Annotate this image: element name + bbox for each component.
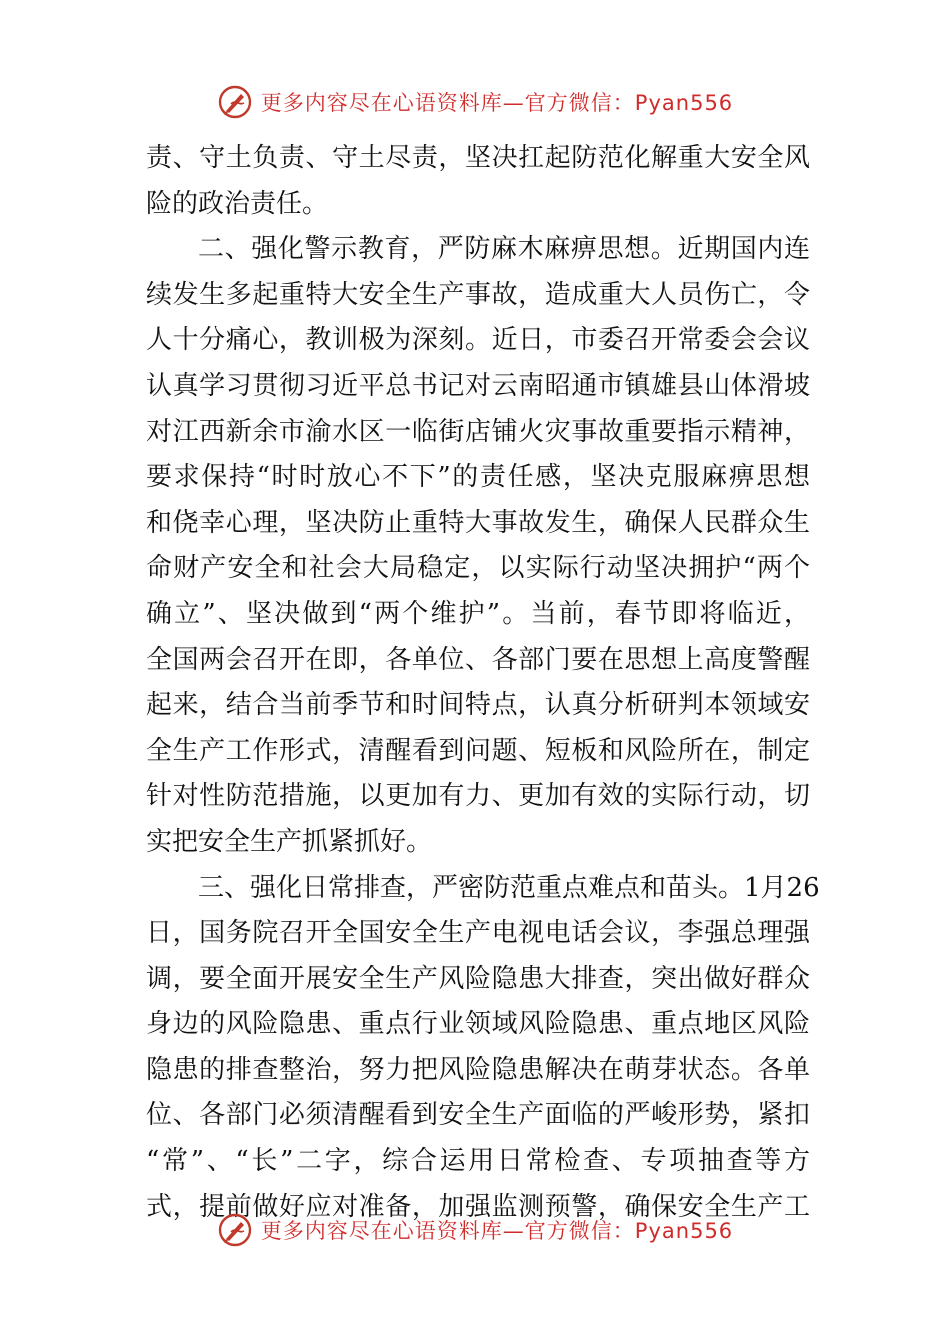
section-heading-line: 二、强化警示教育，严防麻木麻痹思想。近期国内连	[198, 234, 810, 265]
text-line: 和侥幸心理，坚决防止重特大事故发生，确保人民群众生	[146, 507, 810, 538]
text-line: 续发生多起重特大安全生产事故，造成重大人员伤亡，令	[146, 279, 810, 310]
text-line: 认真学习贯彻习近平总书记对云南昭通市镇雄县山体滑坡	[146, 370, 810, 401]
text-line: 起来，结合当前季节和时间特点，认真分析研判本领域安	[146, 690, 810, 721]
section-heading-line: 三、强化日常排查，严密防范重点难点和苗头。1月26	[198, 872, 820, 903]
text-line: 全国两会召开在即，各单位、各部门要在思想上高度警醒	[146, 644, 810, 675]
text-line: “常”、“长”二字，综合运用日常检查、专项抽查等方	[146, 1146, 810, 1177]
text-line: 针对性防范措施，以更加有力、更加有效的实际行动，切	[146, 781, 810, 812]
text-line: 调，要全面开展安全生产风险隐患大排查，突出做好群众	[146, 963, 810, 994]
pen-logo-icon	[217, 1212, 253, 1248]
text-line: 险的政治责任。	[146, 188, 329, 219]
text-line: 隐患的排查整治，努力把风险隐患解决在萌芽状态。各单	[146, 1054, 810, 1085]
text-line: 全生产工作形式，清醒看到问题、短板和风险所在，制定	[146, 735, 810, 766]
footer-banner	[0, 1208, 950, 1252]
text-line: 责、守土负责、守土尽责，坚决扛起防范化解重大安全风	[146, 143, 810, 173]
header-banner-text: 更多内容尽在心语资料库—官方微信：Pyan556	[260, 91, 734, 115]
header-banner	[0, 80, 950, 124]
text-line: 实把安全生产抓紧抓好。	[146, 826, 433, 857]
text-line: 式，提前做好应对准备，加强监测预警，确保安全生产工	[146, 1191, 810, 1222]
pen-logo-icon	[217, 84, 253, 120]
text-line: 日，国务院召开全国安全生产电视电话会议，李强总理强	[146, 918, 810, 949]
text-line: 位、各部门必须清醒看到安全生产面临的严峻形势，紧扣	[146, 1100, 810, 1131]
document-body	[146, 136, 820, 1230]
text-line: 确立”、坚决做到“两个维护”。当前，春节即将临近，	[146, 598, 810, 629]
text-line: 对江西新余市渝水区一临街店铺火灾事故重要指示精神，	[146, 416, 810, 447]
text-line: 人十分痛心，教训极为深刻。近日，市委召开常委会会议	[146, 325, 810, 356]
footer-banner-text: 更多内容尽在心语资料库—官方微信：Pyan556	[260, 1219, 734, 1243]
text-line: 要求保持“时时放心不下”的责任感，坚决克服麻痹思想	[146, 462, 810, 493]
text-line: 身边的风险隐患、重点行业领域风险隐患、重点地区风险	[146, 1009, 810, 1040]
text-line: 命财产安全和社会大局稳定，以实际行动坚决拥护“两个	[146, 553, 810, 584]
